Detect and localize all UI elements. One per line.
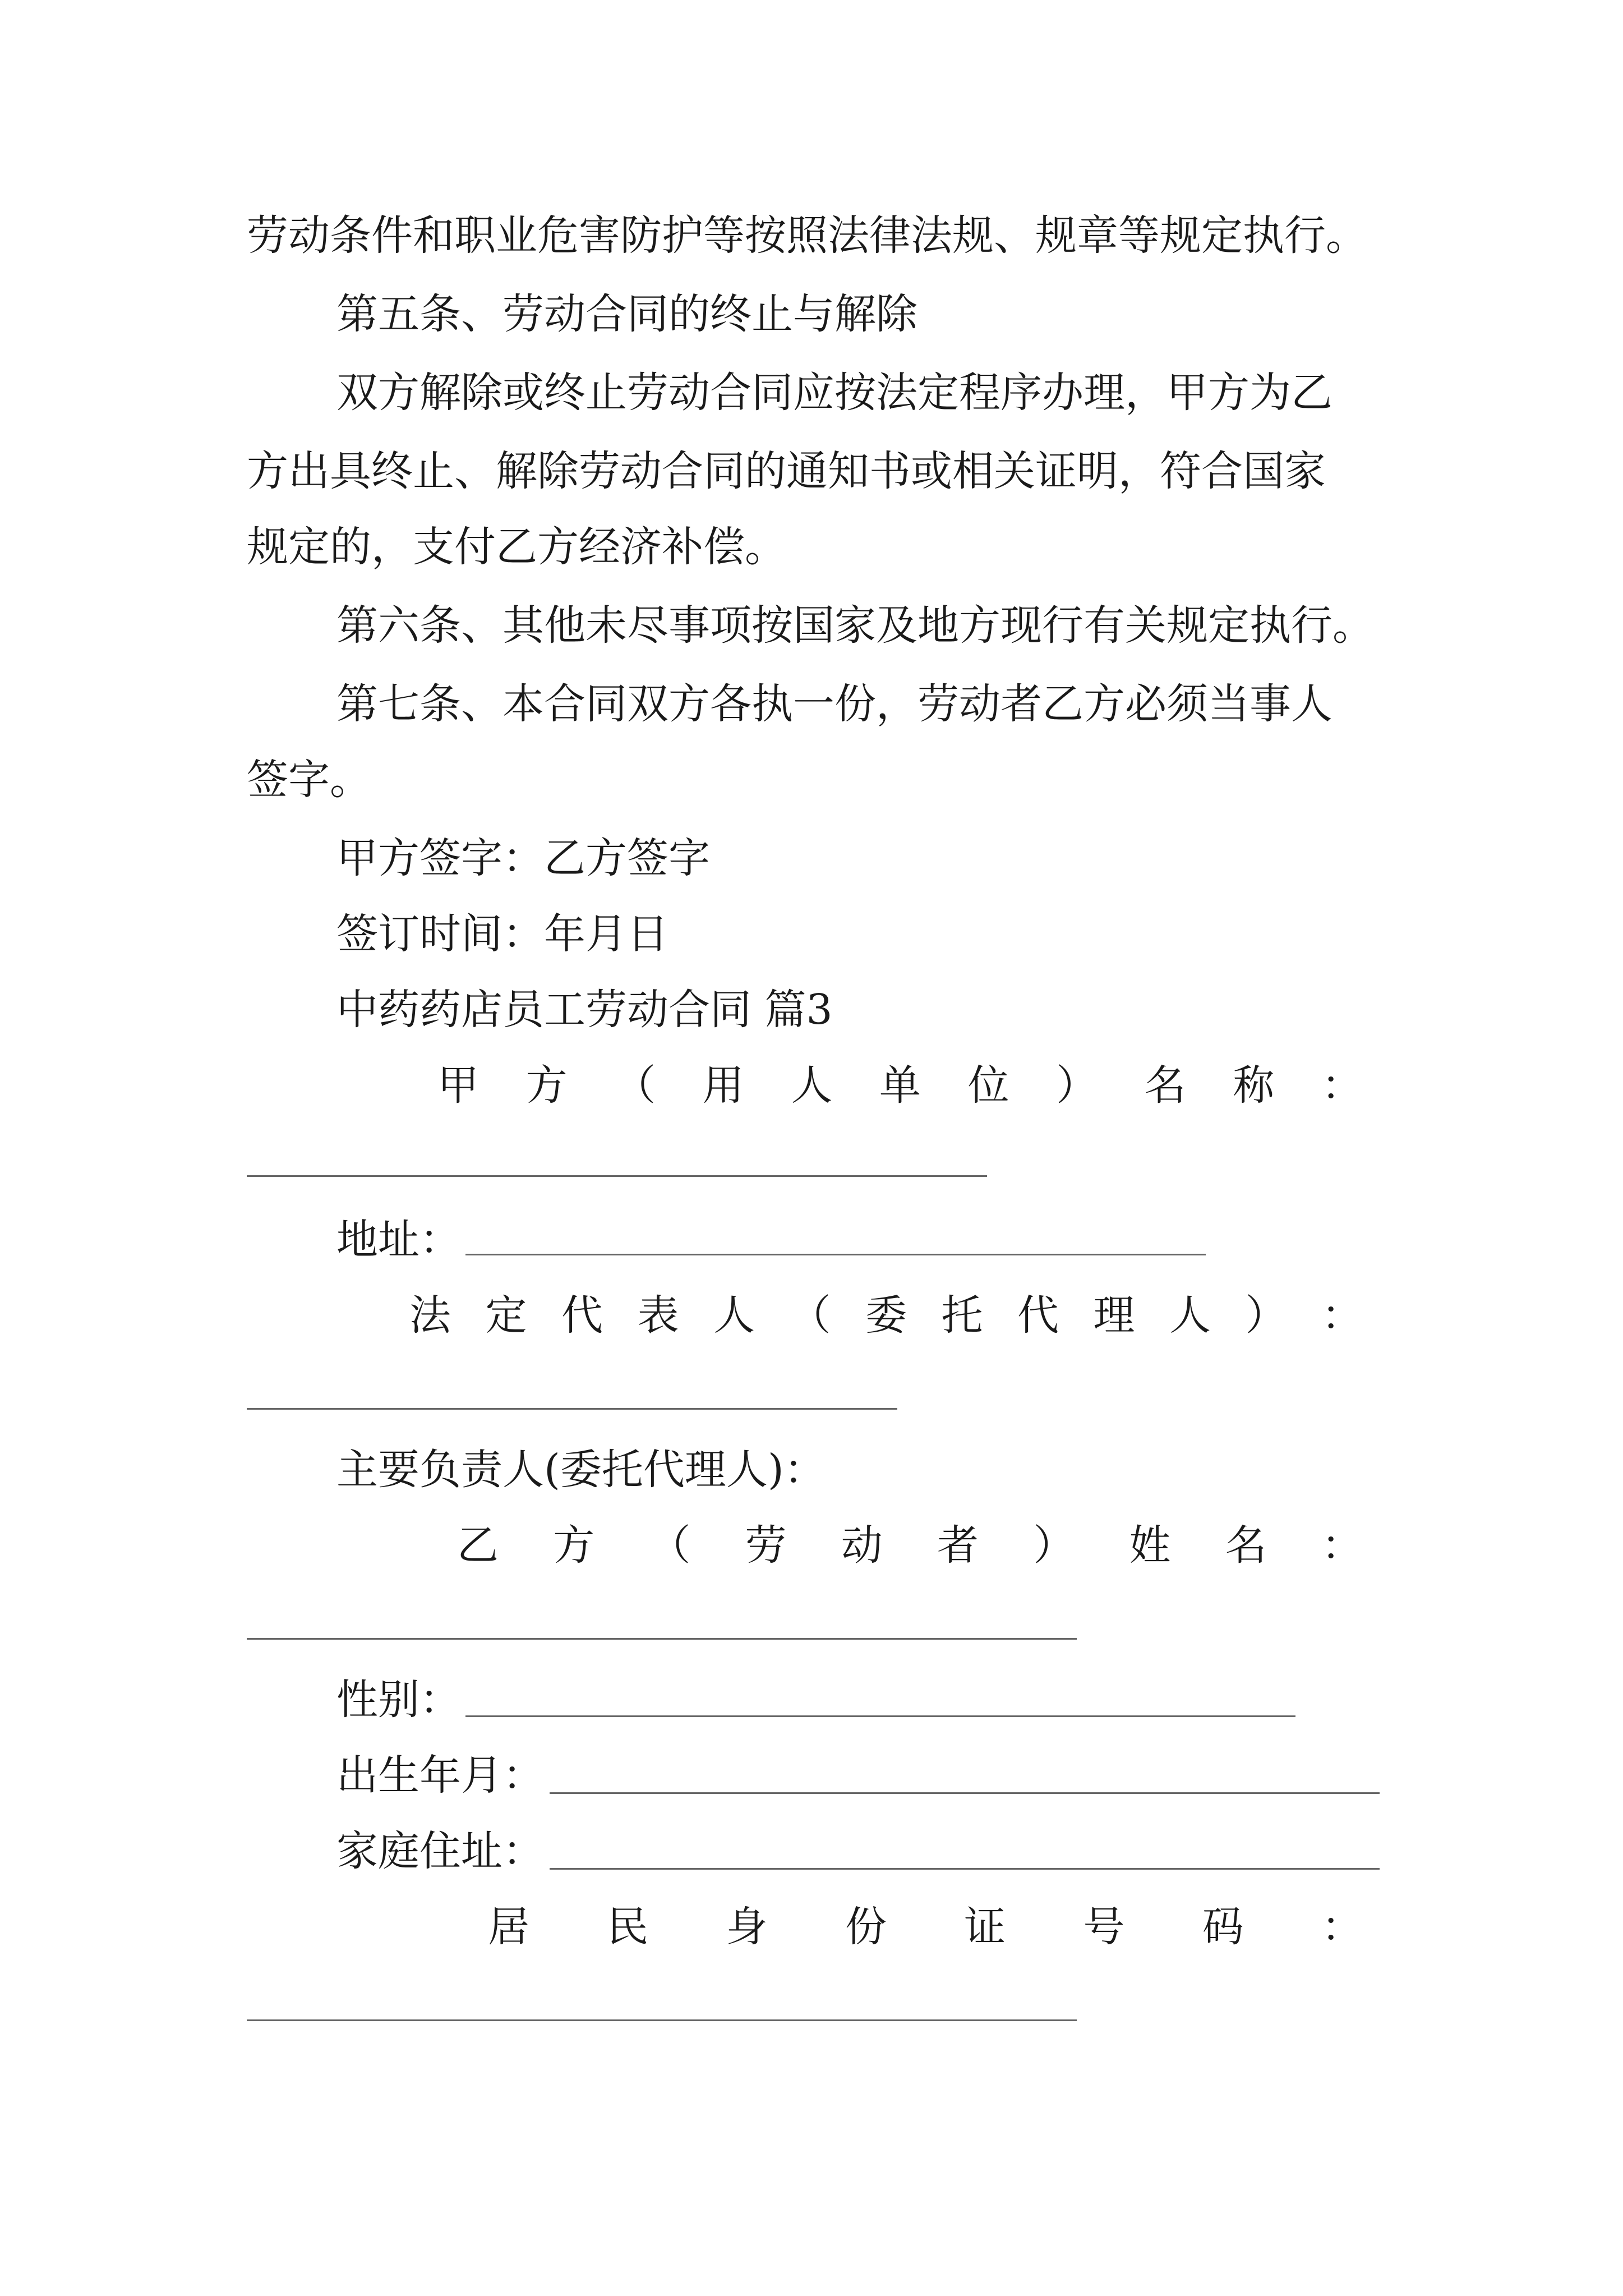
employer-label-char: 人: [791, 1061, 833, 1110]
legal-rep-label-char: 代: [1017, 1291, 1059, 1340]
employer-label-char: 名: [1144, 1061, 1186, 1110]
legal-rep-label-char: （: [789, 1291, 831, 1340]
legal-rep-label-char: 人: [1169, 1291, 1211, 1340]
employer-label-char: （: [614, 1061, 656, 1110]
id-label-char: 民: [607, 1903, 649, 1951]
id-label-char: 证: [964, 1903, 1006, 1951]
employee-label-char: ）: [1033, 1521, 1075, 1570]
employee-label-char: 乙: [457, 1521, 499, 1570]
employer-label-char: 位: [967, 1061, 1009, 1110]
employer-label-char: 甲: [437, 1061, 479, 1110]
employee-label-char: 姓: [1129, 1521, 1171, 1570]
id-label-char: 居: [488, 1903, 529, 1951]
article-5-text-line-1: 双方解除或终止劳动合同应按法定程序办理，甲方为乙: [336, 369, 1332, 417]
id-label-char: 身: [726, 1903, 768, 1951]
article-5-text-line-2: 方出具终止、解除劳动合同的通知书或相关证明，符合国家: [247, 447, 1326, 495]
legal-rep-label-char: 人: [713, 1291, 755, 1340]
legal-rep-label-char: 托: [941, 1291, 983, 1340]
article-7-text-line-2: 签字。: [247, 756, 371, 804]
legal-rep-blank[interactable]: [247, 1408, 897, 1410]
employee-label-char: （: [649, 1521, 691, 1570]
address-label: 地址：: [336, 1216, 461, 1264]
home-address-blank[interactable]: [550, 1868, 1380, 1870]
legal-rep-label-char: 委: [865, 1291, 907, 1340]
employer-label-char: 称: [1233, 1061, 1275, 1110]
legal-rep-label-char: 表: [637, 1291, 679, 1340]
legal-rep-label-char: 法: [409, 1291, 451, 1340]
gender-blank[interactable]: [465, 1715, 1295, 1717]
id-label-char: 份: [845, 1903, 887, 1951]
id-label-char: 号: [1083, 1903, 1125, 1951]
legal-rep-label-char: 代: [561, 1291, 603, 1340]
employee-label-char: 劳: [745, 1521, 787, 1570]
employee-label-char: ：: [1321, 1521, 1363, 1570]
article-7-text-line-1: 第七条、本合同双方各执一份，劳动者乙方必须当事人: [336, 680, 1332, 728]
birth-date-blank[interactable]: [550, 1792, 1380, 1794]
employee-label-char: 方: [553, 1521, 595, 1570]
article-6-text: 第六条、其他未尽事项按国家及地方现行有关规定执行。: [336, 601, 1374, 650]
employee-label-char: 动: [841, 1521, 883, 1570]
birth-date-label: 出生年月：: [336, 1751, 544, 1800]
legal-rep-label: [409, 1287, 1363, 1343]
employer-name-blank[interactable]: [247, 1175, 987, 1177]
contract-heading: 中药药店员工劳动合同 篇3: [336, 986, 833, 1034]
article-5-text-line-3: 规定的，支付乙方经济补偿。: [247, 523, 786, 571]
principal-label: 主要负责人(委托代理人)：: [336, 1446, 826, 1494]
signing-date-line: 签订时间：年月日: [336, 910, 668, 958]
employer-label-char: 单: [879, 1061, 921, 1110]
address-blank[interactable]: [465, 1254, 1206, 1255]
id-number-blank[interactable]: [247, 2019, 1077, 2021]
id-number-label: [488, 1899, 1363, 1955]
article-5-heading: 第五条、劳动合同的终止与解除: [336, 290, 917, 338]
legal-rep-label-char: 理: [1093, 1291, 1135, 1340]
employer-label-char: ：: [1321, 1061, 1363, 1110]
employer-name-label: [437, 1057, 1363, 1114]
legal-rep-label-char: ）: [1245, 1291, 1287, 1340]
legal-rep-label-char: 定: [485, 1291, 527, 1340]
paragraph-working-conditions: 劳动条件和职业危害防护等按照法律法规、规章等规定执行。: [247, 211, 1367, 260]
gender-label: 性别：: [336, 1676, 461, 1724]
id-label-char: 码: [1202, 1903, 1244, 1951]
signature-line: 甲方签字：乙方签字: [336, 834, 710, 882]
home-address-label: 家庭住址：: [336, 1827, 544, 1875]
id-label-char: ：: [1321, 1903, 1363, 1951]
legal-rep-label-char: ：: [1321, 1291, 1363, 1340]
employee-label-char: 名: [1225, 1521, 1267, 1570]
employee-label-char: 者: [937, 1521, 979, 1570]
employer-label-char: 用: [702, 1061, 744, 1110]
employer-label-char: 方: [525, 1061, 568, 1110]
employee-name-blank[interactable]: [247, 1638, 1077, 1640]
employee-name-label: [457, 1517, 1363, 1573]
employer-label-char: ）: [1056, 1061, 1098, 1110]
